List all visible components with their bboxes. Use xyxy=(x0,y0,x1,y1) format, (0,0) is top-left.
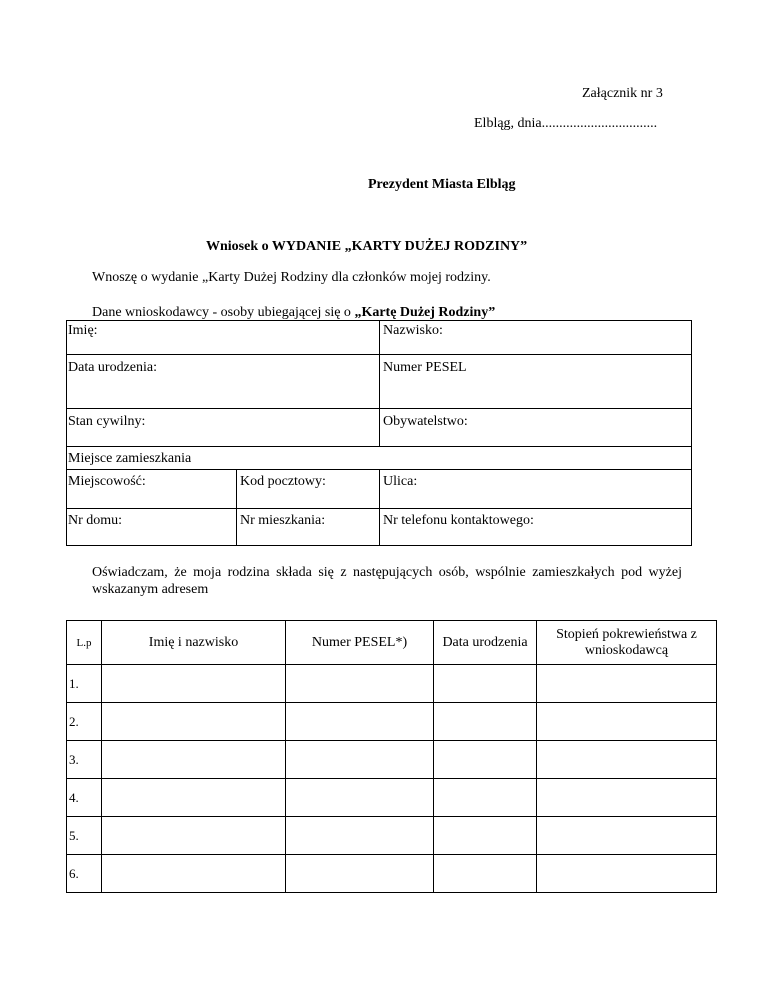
apartment-number-field[interactable]: Nr mieszkania: xyxy=(240,513,326,528)
divider xyxy=(236,469,237,546)
birth-date-cell[interactable] xyxy=(434,665,537,703)
table-row xyxy=(67,779,717,817)
birth-date-cell[interactable] xyxy=(434,779,537,817)
citizenship-field[interactable]: Obywatelstwo: xyxy=(383,414,468,429)
name-cell[interactable] xyxy=(102,741,286,779)
residence-heading: Miejsce zamieszkania xyxy=(68,451,192,466)
relationship-cell[interactable] xyxy=(537,665,717,703)
divider xyxy=(66,354,692,355)
house-number-field[interactable]: Nr domu: xyxy=(68,513,123,528)
first-name-field[interactable]: Imię: xyxy=(68,323,98,338)
relationship-cell[interactable] xyxy=(537,703,717,741)
birth-date-cell[interactable] xyxy=(434,817,537,855)
applicant-caption-prefix: Dane wnioskodawcy - osoby ubiegającej się o xyxy=(92,305,355,320)
pesel-cell[interactable] xyxy=(286,855,434,893)
intro-text: Wnoszę o wydanie „Karty Dużej Rodziny dla członków mojej rodziny. xyxy=(92,270,491,285)
table-row xyxy=(67,855,717,893)
pesel-cell[interactable] xyxy=(286,665,434,703)
marital-status-field[interactable]: Stan cywilny: xyxy=(68,414,146,429)
postal-code-field[interactable]: Kod pocztowy: xyxy=(240,474,326,489)
relationship-cell[interactable] xyxy=(537,741,717,779)
row-number: 2. xyxy=(67,703,102,741)
recipient: Prezydent Miasta Elbląg xyxy=(368,177,516,192)
birth-date-cell[interactable] xyxy=(434,703,537,741)
table-row xyxy=(67,741,717,779)
relationship-cell[interactable] xyxy=(537,779,717,817)
row-number: 6. xyxy=(67,855,102,893)
table-row xyxy=(67,665,717,703)
column-header-name: Imię i nazwisko xyxy=(102,621,286,665)
divider xyxy=(379,469,380,546)
row-number: 3. xyxy=(67,741,102,779)
column-header-relationship: Stopień pokrewieństwa z wnioskodawcą xyxy=(537,621,717,665)
name-cell[interactable] xyxy=(102,665,286,703)
column-header-pesel: Numer PESEL*) xyxy=(286,621,434,665)
name-cell[interactable] xyxy=(102,779,286,817)
column-header-lp: L.p xyxy=(67,621,102,665)
city-date-line: Elbląg, dnia................................. xyxy=(474,116,658,131)
declaration-text: Oświadczam, że moja rodzina składa się z następujących osób, wspólnie zamieszkałych pod wyżej wskazanym adresem xyxy=(92,565,682,597)
name-cell[interactable] xyxy=(102,817,286,855)
street-field[interactable]: Ulica: xyxy=(383,474,418,489)
table-row xyxy=(67,703,717,741)
divider xyxy=(379,320,380,447)
birth-date-field[interactable]: Data urodzenia: xyxy=(68,360,158,375)
divider xyxy=(66,408,692,409)
name-cell[interactable] xyxy=(102,855,286,893)
applicant-caption-bold: „Kartę Dużej Rodziny” xyxy=(354,305,496,320)
relationship-cell[interactable] xyxy=(537,817,717,855)
attachment-number: Załącznik nr 3 xyxy=(582,86,663,101)
family-members-table xyxy=(66,620,717,893)
pesel-cell[interactable] xyxy=(286,817,434,855)
name-cell[interactable] xyxy=(102,703,286,741)
pesel-cell[interactable] xyxy=(286,703,434,741)
table-row xyxy=(67,817,717,855)
phone-field[interactable]: Nr telefonu kontaktowego: xyxy=(383,513,534,528)
row-number: 1. xyxy=(67,665,102,703)
applicant-caption xyxy=(92,305,495,321)
document-title: Wniosek o WYDANIE „KARTY DUŻEJ RODZINY” xyxy=(206,239,528,254)
column-header-birth-date: Data urodzenia xyxy=(434,621,537,665)
row-number: 5. xyxy=(67,817,102,855)
pesel-cell[interactable] xyxy=(286,779,434,817)
row-number: 4. xyxy=(67,779,102,817)
pesel-field[interactable]: Numer PESEL xyxy=(383,360,467,375)
birth-date-cell[interactable] xyxy=(434,741,537,779)
pesel-cell[interactable] xyxy=(286,741,434,779)
last-name-field[interactable]: Nazwisko: xyxy=(383,323,443,338)
relationship-cell[interactable] xyxy=(537,855,717,893)
birth-date-cell[interactable] xyxy=(434,855,537,893)
locality-field[interactable]: Miejscowość: xyxy=(68,474,146,489)
table-header-row xyxy=(67,621,717,665)
